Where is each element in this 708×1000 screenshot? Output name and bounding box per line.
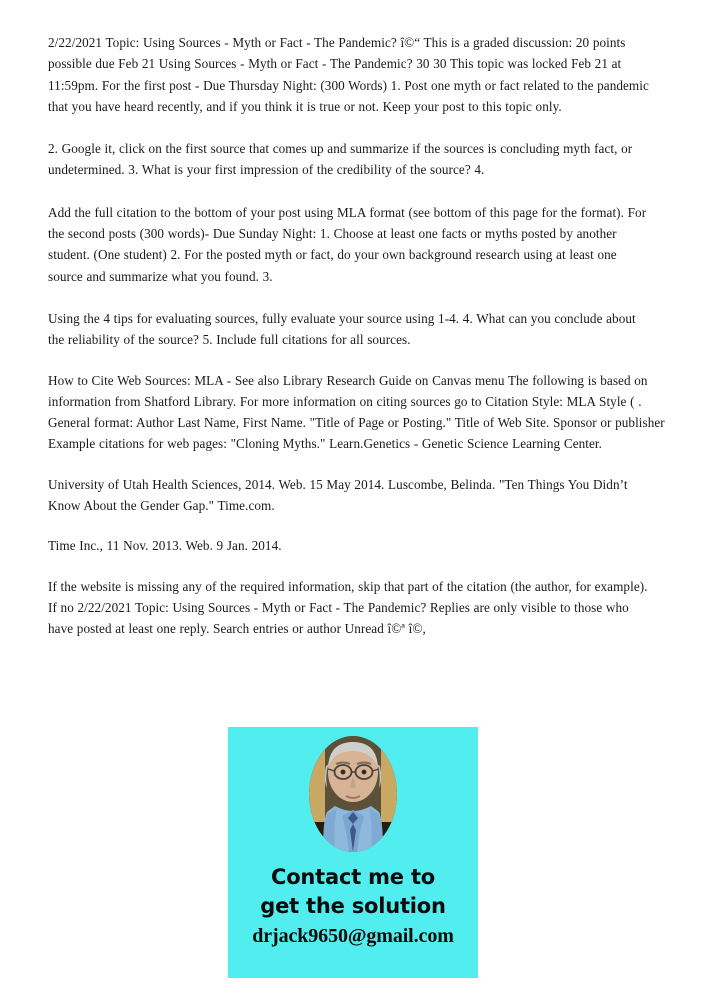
banner-headline-line-2: get the solution <box>260 894 446 918</box>
banner-headline-line-1: Contact me to <box>271 865 435 889</box>
document-text-body <box>48 32 670 640</box>
paragraph-evaluating-sources: Using the 4 tips for evaluating sources, fully evaluate your source using 1-4. 4. What can you conclude about the reliability of the source? 5. Include full citations for all sources. <box>48 310 636 348</box>
contact-banner <box>228 727 478 978</box>
avatar <box>309 736 397 852</box>
paragraph-citation-instructions: Add the full citation to the bottom of your post using MLA format (see bottom of this page for the format). For the second posts (300 words)- Due Sunday Night: 1. Choose at least one facts or myths posted by another student. (One student) 2. For the posted myth or fact, do your own background research using at least one source and summarize what you found. 3. <box>48 204 647 284</box>
paragraph-missing-info-note: If the website is missing any of the required information, skip that part of the citation (the author, for example). If no 2/22/2021 Topic: Using Sources - Myth or Fact - The Pandemic? Replies are only visible to those who have posted at least one reply. Search entries or author Unread î©ª î©, <box>48 578 648 637</box>
paragraph-example-citation-one: University of Utah Health Sciences, 2014. Web. 15 May 2014. Luscombe, Belinda. "Ten Things You Didn’t Know About the Gender Gap." Time.com. <box>48 476 628 514</box>
banner-email-address: drjack9650@gmail.com <box>252 925 454 947</box>
portrait-illustration <box>309 736 397 852</box>
paragraph-assignment-intro: 2/22/2021 Topic: Using Sources - Myth or Fact - The Pandemic? î©“ This is a graded discussion: 20 points possible due Feb 21 Using Sources - Myth or Fact - The Pandemic? 30 30 This topic was locked Feb 21 at 11:59pm. For the first post - Due Thursday Night: (300 Words) 1. Post one myth or fact related to the pandemic that you have heard recently, and if you think it is true or not. Keep your post to this topic only. <box>48 35 649 114</box>
paragraph-example-citation-two: Time Inc., 11 Nov. 2013. Web. 9 Jan. 2014. <box>48 538 282 554</box>
paragraph-how-to-cite: How to Cite Web Sources: MLA - See also Library Research Guide on Canvas menu The following is based on information from Shatford Library. For more information on citing sources go to Citation Style: MLA Style ( . General format: Author Last Name, First Name. "Title of Page or Posting." Title of Web Site. Sponsor or publisher Example citations for web pages: "Cloning Myths." Learn.Genetics - Genetic Science Learning Center. <box>48 372 665 452</box>
paragraph-step-two: 2. Google it, click on the first source that comes up and summarize if the sources is concluding myth fact, or undetermined. 3. What is your first impression of the credibility of the source? 4. <box>48 141 633 178</box>
